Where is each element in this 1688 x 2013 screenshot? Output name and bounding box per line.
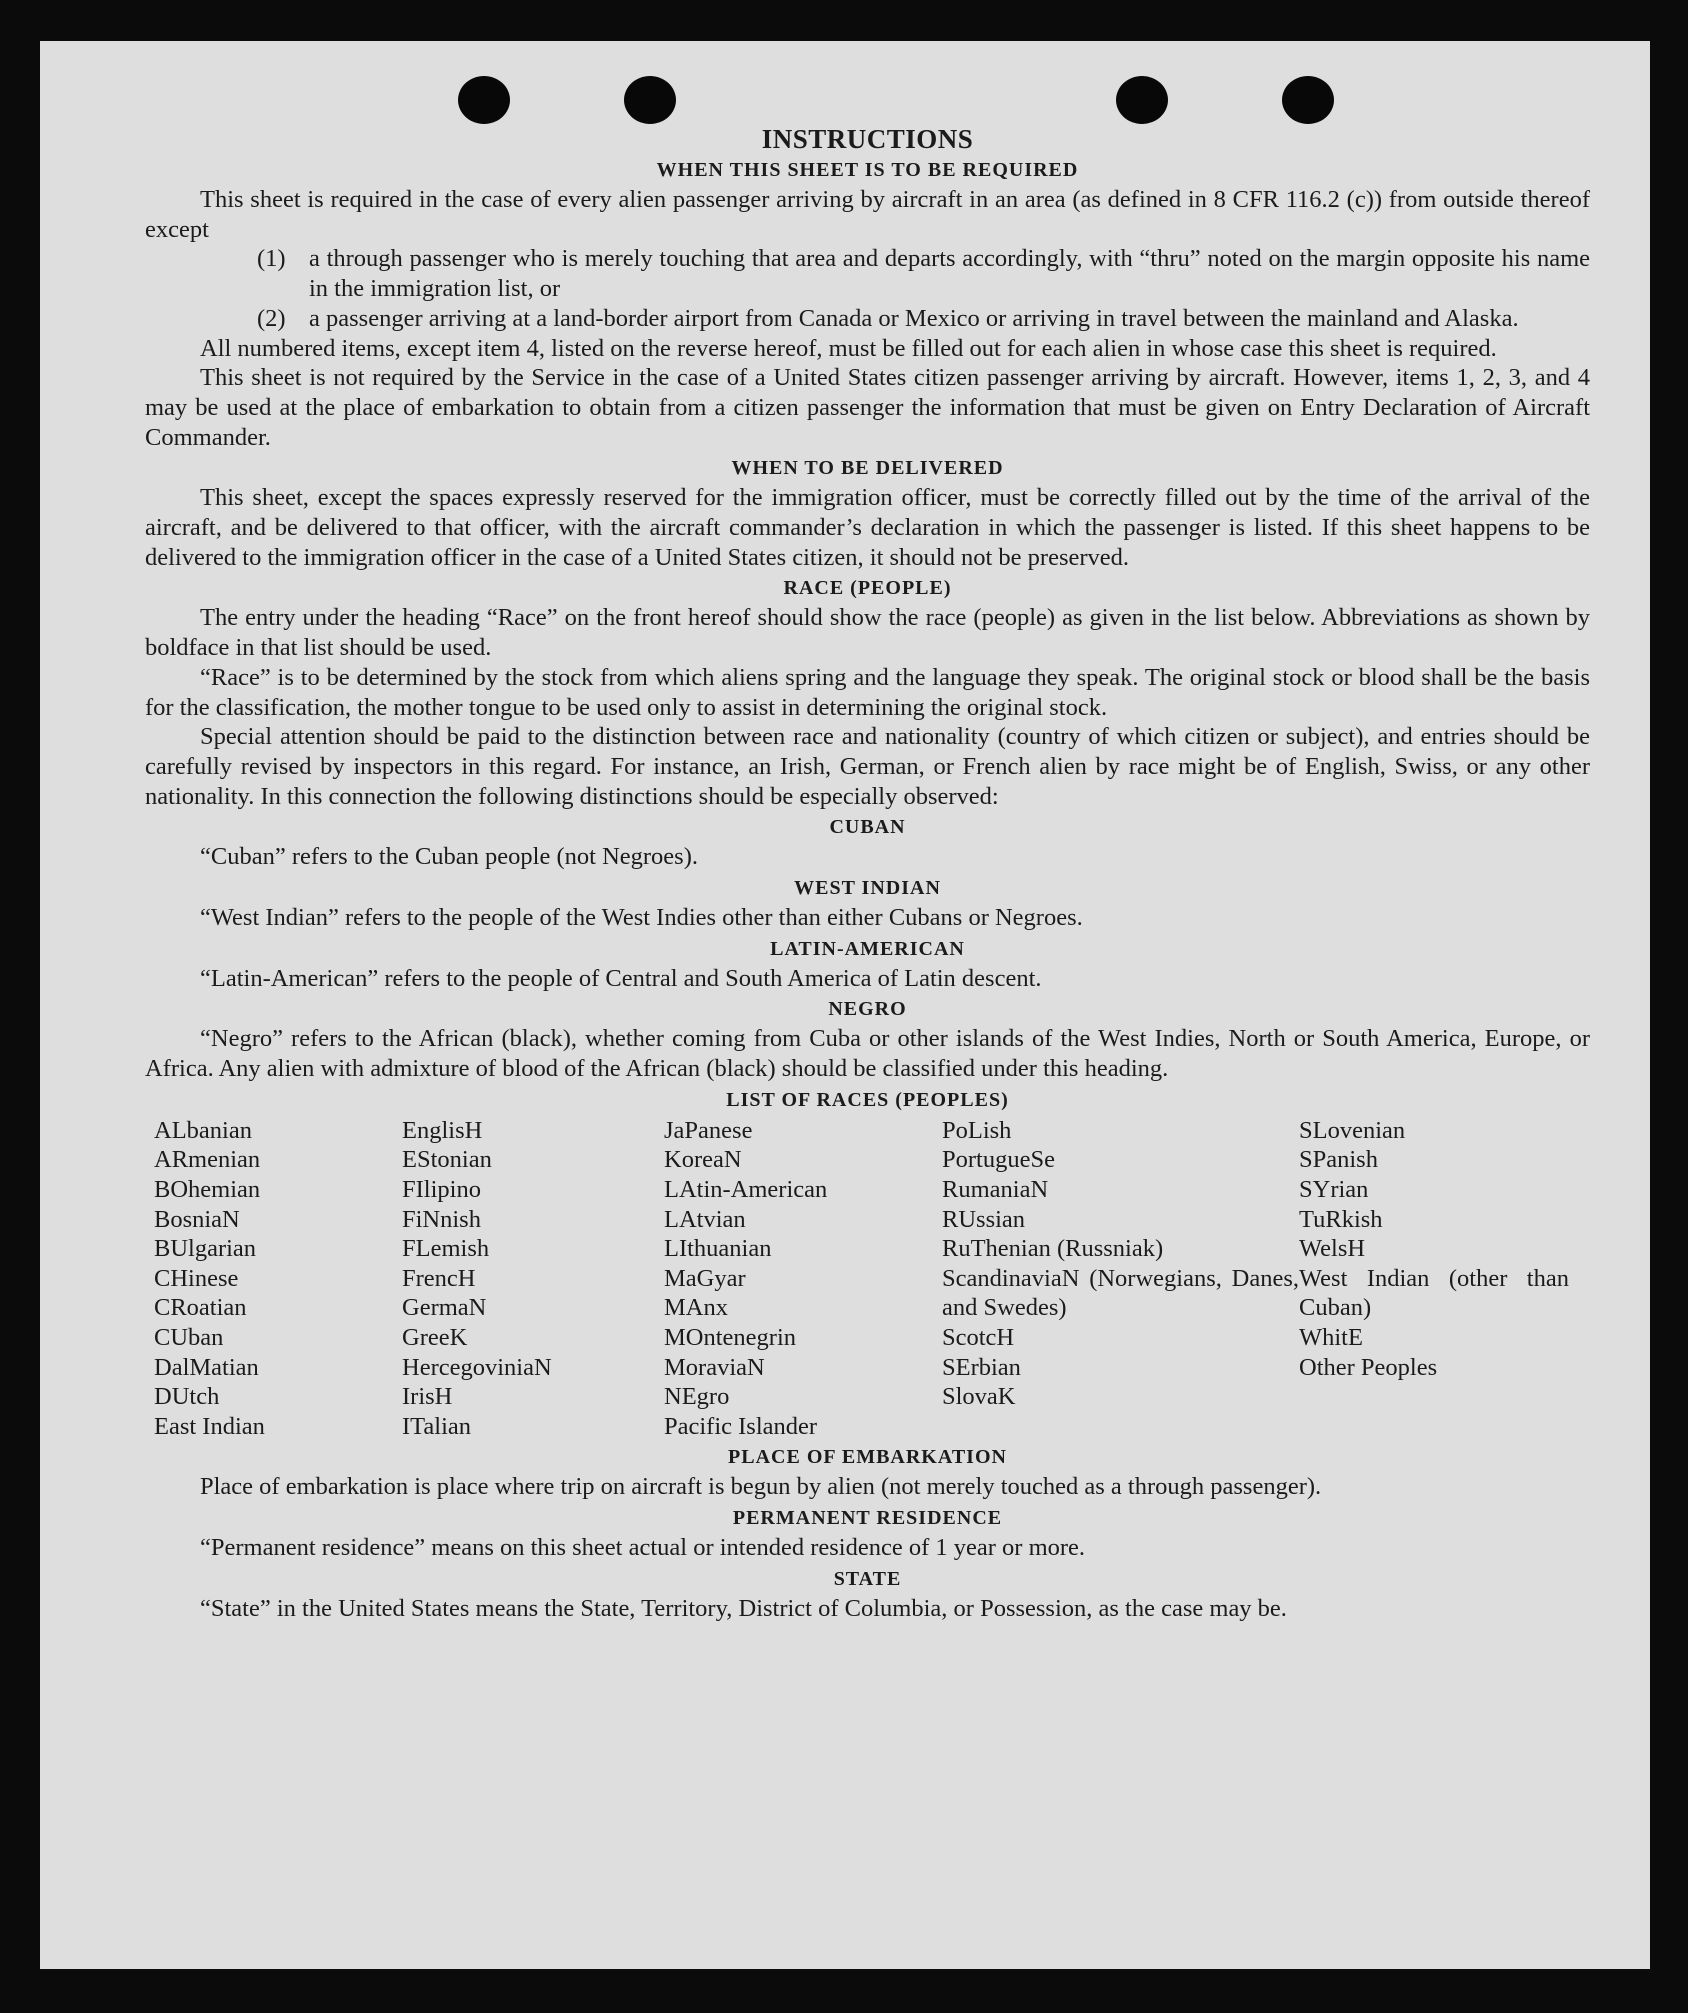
race-item: WhitE	[1299, 1324, 1363, 1352]
section-heading: RACE (PEOPLE)	[783, 577, 952, 600]
paragraph: This sheet is required in the case of every alien passenger arriving by aircraft in an area (as defined in 8 CFR 116.2 (c)) from outside thereof except	[145, 186, 1590, 243]
race-item: FIlipino	[402, 1176, 481, 1204]
race-item: RUssian	[942, 1205, 1026, 1233]
numbered-item	[145, 244, 1590, 303]
race-column	[942, 1116, 1299, 1442]
race-item: EnglisH	[402, 1116, 483, 1144]
race-item: RumaniaN	[942, 1176, 1049, 1204]
race-column	[402, 1116, 664, 1442]
race-item: GermaN	[402, 1294, 487, 1322]
race-item: EStonian	[402, 1146, 492, 1174]
race-item: SErbian	[942, 1353, 1021, 1381]
document-page	[40, 41, 1650, 1969]
paragraph: “State” in the United States means the State, Territory, District of Columbia, or Possession, as the case may be.	[200, 1594, 1287, 1622]
section-heading: WHEN THIS SHEET IS TO BE REQUIRED	[656, 159, 1079, 181]
punch-hole	[1116, 76, 1168, 124]
section-heading: PLACE OF EMBARKATION	[728, 1446, 1007, 1469]
race-item: SYrian	[1299, 1176, 1369, 1204]
race-item: BosniaN	[154, 1205, 240, 1233]
paragraph: This sheet is not required by the Service in the case of a United States citizen passenger arriving by aircraft. However, items 1, 2, 3, and 4 may be used at the place of embarkation to obtain from a citizen passenger the information that must be given on Entry Declaration of Aircraft Commander.	[145, 364, 1590, 451]
paragraph: “Permanent residence” means on this sheet actual or intended residence of 1 year or more.	[200, 1534, 1086, 1562]
race-item: PoLish	[942, 1116, 1012, 1144]
item-number: (2)	[257, 304, 286, 332]
race-item: MaGyar	[664, 1264, 746, 1292]
race-item: ScotcH	[942, 1324, 1015, 1352]
paragraph: Special attention should be paid to the distinction between race and nationality (country of which citizen or subject), and entries should be carefully revised by inspectors in this regard. For instance, an Irish, German, or French alien by race might be of English, Swiss, or any other nationality. In this connection the following distinctions should be especially observed:	[145, 723, 1590, 810]
race-item: NEgro	[664, 1383, 730, 1411]
race-item: SlovaK	[942, 1383, 1016, 1411]
race-item: MoraviaN	[664, 1353, 765, 1381]
paragraph: Place of embarkation is place where trip on aircraft is begun by alien (not merely touched as a through passenger).	[200, 1473, 1322, 1501]
race-item: LAtin-American	[664, 1176, 828, 1204]
paragraph: The entry under the heading “Race” on the front hereof should show the race (people) as given in the list below. Abbreviations as shown by boldface in that list should be used.	[145, 604, 1590, 662]
numbered-item	[145, 304, 1590, 334]
race-item: IrisH	[402, 1383, 453, 1411]
section-heading: NEGRO	[828, 998, 907, 1021]
paragraph: “Latin-American” refers to the people of Central and South America of Latin descent.	[200, 964, 1042, 992]
race-item: West Indian (other than Cuban)	[1299, 1264, 1569, 1322]
race-item: HercegoviniaN	[402, 1353, 552, 1381]
race-item: Other Peoples	[1299, 1353, 1438, 1381]
race-item: BOhemian	[154, 1176, 261, 1204]
race-item: ITalian	[402, 1412, 472, 1440]
instructions-content	[145, 124, 1590, 1624]
section-heading: CUBAN	[829, 816, 906, 839]
item-text: a passenger arriving at a land-border airport from Canada or Mexico or arriving in travel between the mainland and Alaska.	[309, 304, 1519, 332]
race-item: LAtvian	[664, 1205, 746, 1233]
paragraph: All numbered items, except item 4, listed on the reverse hereof, must be filled out for each alien in whose case this sheet is required.	[200, 334, 1497, 362]
section-heading: LATIN-AMERICAN	[770, 937, 965, 960]
paragraph: “Race” is to be determined by the stock from which aliens spring and the language they speak. The original stock or blood shall be the basis for the classification, the mother tongue to be used only to assist in determining the original stock.	[145, 663, 1590, 721]
race-column	[1299, 1116, 1569, 1442]
race-item: FLemish	[402, 1235, 490, 1263]
paragraph: “Negro” refers to the African (black), whether coming from Cuba or other islands of the West Indies, North or South America, Europe, or Africa. Any alien with admixture of blood of the African (black) should be classified under this heading.	[145, 1025, 1590, 1083]
race-item: East Indian	[154, 1412, 265, 1440]
race-list	[145, 1116, 1590, 1442]
race-item: SLovenian	[1299, 1116, 1406, 1144]
item-text: a through passenger who is merely touching that area and departs accordingly, with “thru” noted on the margin opposite his name in the immigration list, or	[309, 245, 1590, 303]
paragraph: “Cuban” refers to the Cuban people (not Negroes).	[200, 843, 698, 871]
page-title: INSTRUCTIONS	[761, 124, 974, 154]
race-item: FiNnish	[402, 1205, 481, 1233]
race-item: KoreaN	[664, 1146, 742, 1174]
section-heading: PERMANENT RESIDENCE	[732, 1507, 1003, 1530]
punch-hole	[624, 76, 676, 124]
section-heading: WHEN TO BE DELIVERED	[731, 457, 1004, 480]
race-item: JaPanese	[664, 1116, 753, 1144]
section-heading: STATE	[833, 1567, 902, 1590]
race-item: FrencH	[402, 1264, 476, 1292]
paragraph: “West Indian” refers to the people of the West Indies other than either Cubans or Negroes.	[200, 904, 1083, 932]
race-item: ARmenian	[154, 1146, 261, 1174]
race-item: SPanish	[1299, 1146, 1378, 1174]
race-item: CUban	[154, 1324, 224, 1352]
race-item: Pacific Islander	[664, 1412, 818, 1440]
section-heading: WEST INDIAN	[794, 877, 941, 900]
punch-hole	[1282, 76, 1334, 124]
race-item: DalMatian	[154, 1353, 259, 1381]
race-column	[664, 1116, 942, 1442]
race-item: RuThenian (Russniak)	[942, 1235, 1164, 1263]
race-item: CRoatian	[154, 1294, 247, 1322]
paragraph: This sheet, except the spaces expressly reserved for the immigration officer, must be correctly filled out by the time of the arrival of the aircraft, and be delivered to that officer, with the aircraft commander’s declaration in which the passenger is listed. If this sheet happens to be delivered to the immigration officer in the case of a United States citizen, it should not be preserved.	[145, 484, 1590, 571]
race-item: DUtch	[154, 1383, 220, 1411]
race-item: CHinese	[154, 1264, 239, 1292]
race-item: WelsH	[1299, 1235, 1366, 1263]
race-item: MAnx	[664, 1294, 728, 1322]
race-item: PortugueSe	[942, 1146, 1055, 1174]
race-item: MOntenegrin	[664, 1324, 796, 1352]
race-item: TuRkish	[1299, 1205, 1383, 1233]
race-item: BUlgarian	[154, 1235, 257, 1263]
race-column	[154, 1116, 402, 1442]
section-heading: LIST OF RACES (PEOPLES)	[726, 1088, 1009, 1111]
race-item: ScandinaviaN (Norwegians, Danes, and Swedes)	[942, 1264, 1299, 1322]
punch-hole	[458, 76, 510, 124]
item-number: (1)	[257, 245, 286, 273]
race-item: LIthuanian	[664, 1235, 772, 1263]
race-item: GreeK	[402, 1324, 468, 1352]
race-item: ALbanian	[154, 1116, 252, 1144]
